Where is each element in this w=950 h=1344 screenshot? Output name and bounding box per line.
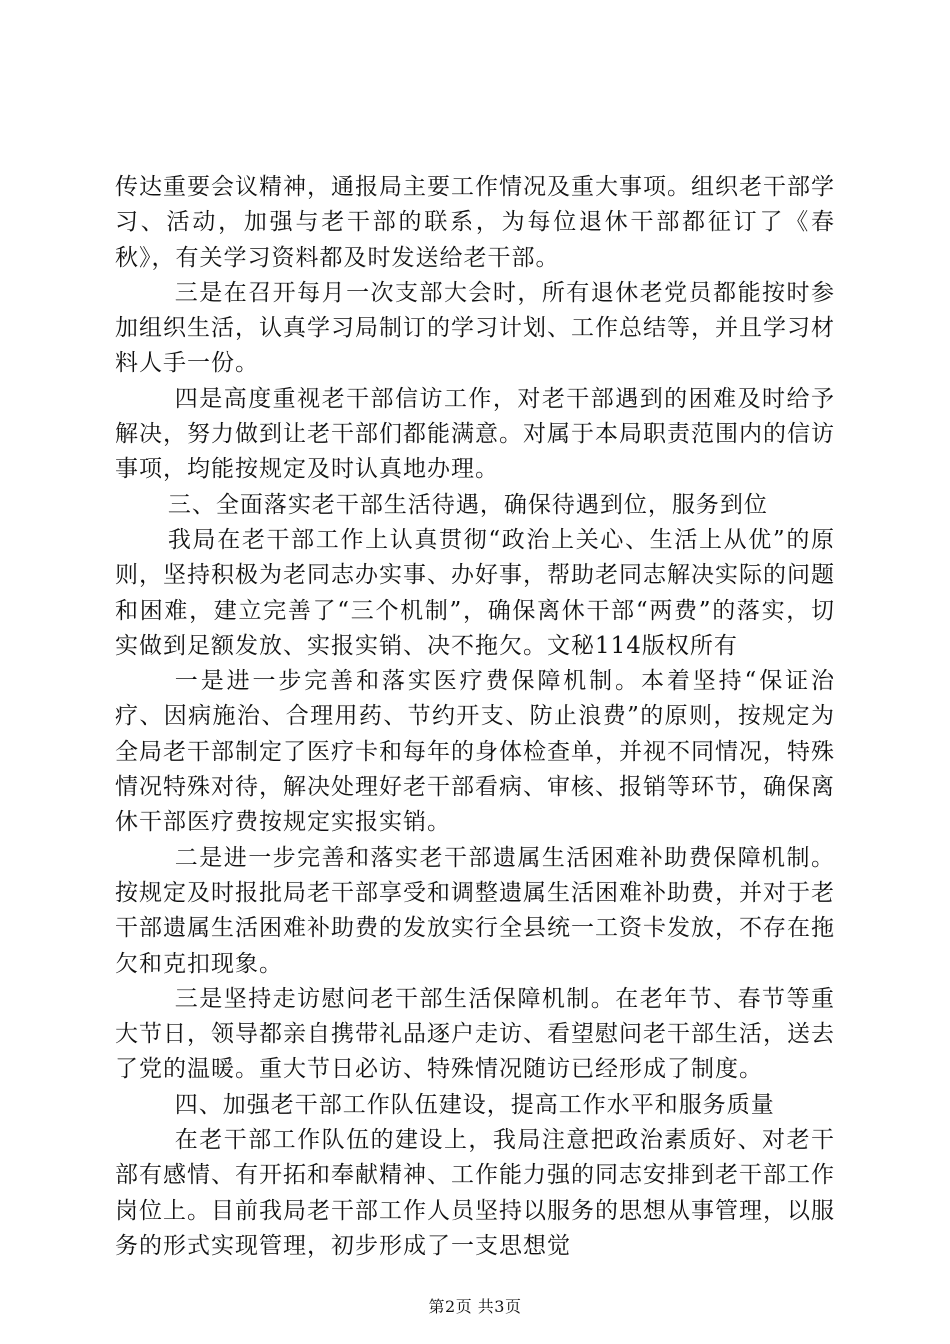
paragraph-medical-mechanism: 一是进一步完善和落实医疗费保障机制。本着坚持“保证治疗、因病施治、合理用药、节约开支、防止浪费”的原则，按规定为全局老干部制定了医疗卡和每年的身体检查单，并视不同情况，特殊情况特殊对待，解决处理好老干部看病、审核、报销等环节，确保离休干部医疗费按规定实报实销。 [115, 668, 835, 836]
section-heading-four: 四、加强老干部工作队伍建设，提高工作水平和服务质量 [174, 1091, 775, 1118]
paragraph-visit-mechanism: 三是坚持走访慰问老干部生活保障机制。在老年节、春节等重大节日，领导都亲自携带礼品逐户走访、看望慰问老干部生活，送去了党的温暖。重大节日必访、特殊情况随访已经形成了制度。 [115, 985, 835, 1083]
section-heading-three: 三、全面落实老干部生活待遇，确保待遇到位，服务到位 [167, 491, 768, 518]
paragraph-team-building: 在老干部工作队伍的建设上，我局注意把政治素质好、对老干部有感情、有开拓和奉献精神、工作能力强的同志安排到老干部工作岗位上。目前我局老干部工作人员坚持以服务的思想从事管理，以服务的形式实现管理，初步形成了一支思想觉 [115, 1127, 835, 1259]
page-number-footer: 第2页 共3页 [428, 1297, 522, 1316]
paragraph-continuation: 传达重要会议精神，通报局主要工作情况及重大事项。组织老干部学习、活动，加强与老干部的联系，为每位退休干部都征订了《春秋》，有关学习资料都及时发送给老干部。 [115, 174, 835, 271]
paragraph-section-three-intro: 我局在老干部工作上认真贯彻“政治上关心、生活上从优”的原则，坚持积极为老同志办实事、办好事，帮助老同志解决实际的问题和困难，建立完善了“三个机制”，确保离休干部“两费”的落实，切实做到足额发放、实报实销、决不拖欠。文秘114版权所有 [115, 526, 835, 659]
paragraph-point-four: 四是高度重视老干部信访工作，对老干部遇到的困难及时给予解决，努力做到让老干部们都能满意。对属于本局职责范围内的信访事项，均能按规定及时认真地办理。 [115, 385, 835, 483]
paragraph-point-three: 三是在召开每月一次支部大会时，所有退休老党员都能按时参加组织生活，认真学习局制订的学习计划、工作总结等，并且学习材料人手一份。 [115, 279, 835, 377]
document-body [115, 170, 835, 1264]
paragraph-survivor-subsidy: 二是进一步完善和落实老干部遗属生活困难补助费保障机制。按规定及时报批局老干部享受和调整遗属生活困难补助费，并对于老干部遗属生活困难补助费的发放实行全县统一工资卡发放，不存在拖欠和克扣现象。 [115, 844, 835, 977]
